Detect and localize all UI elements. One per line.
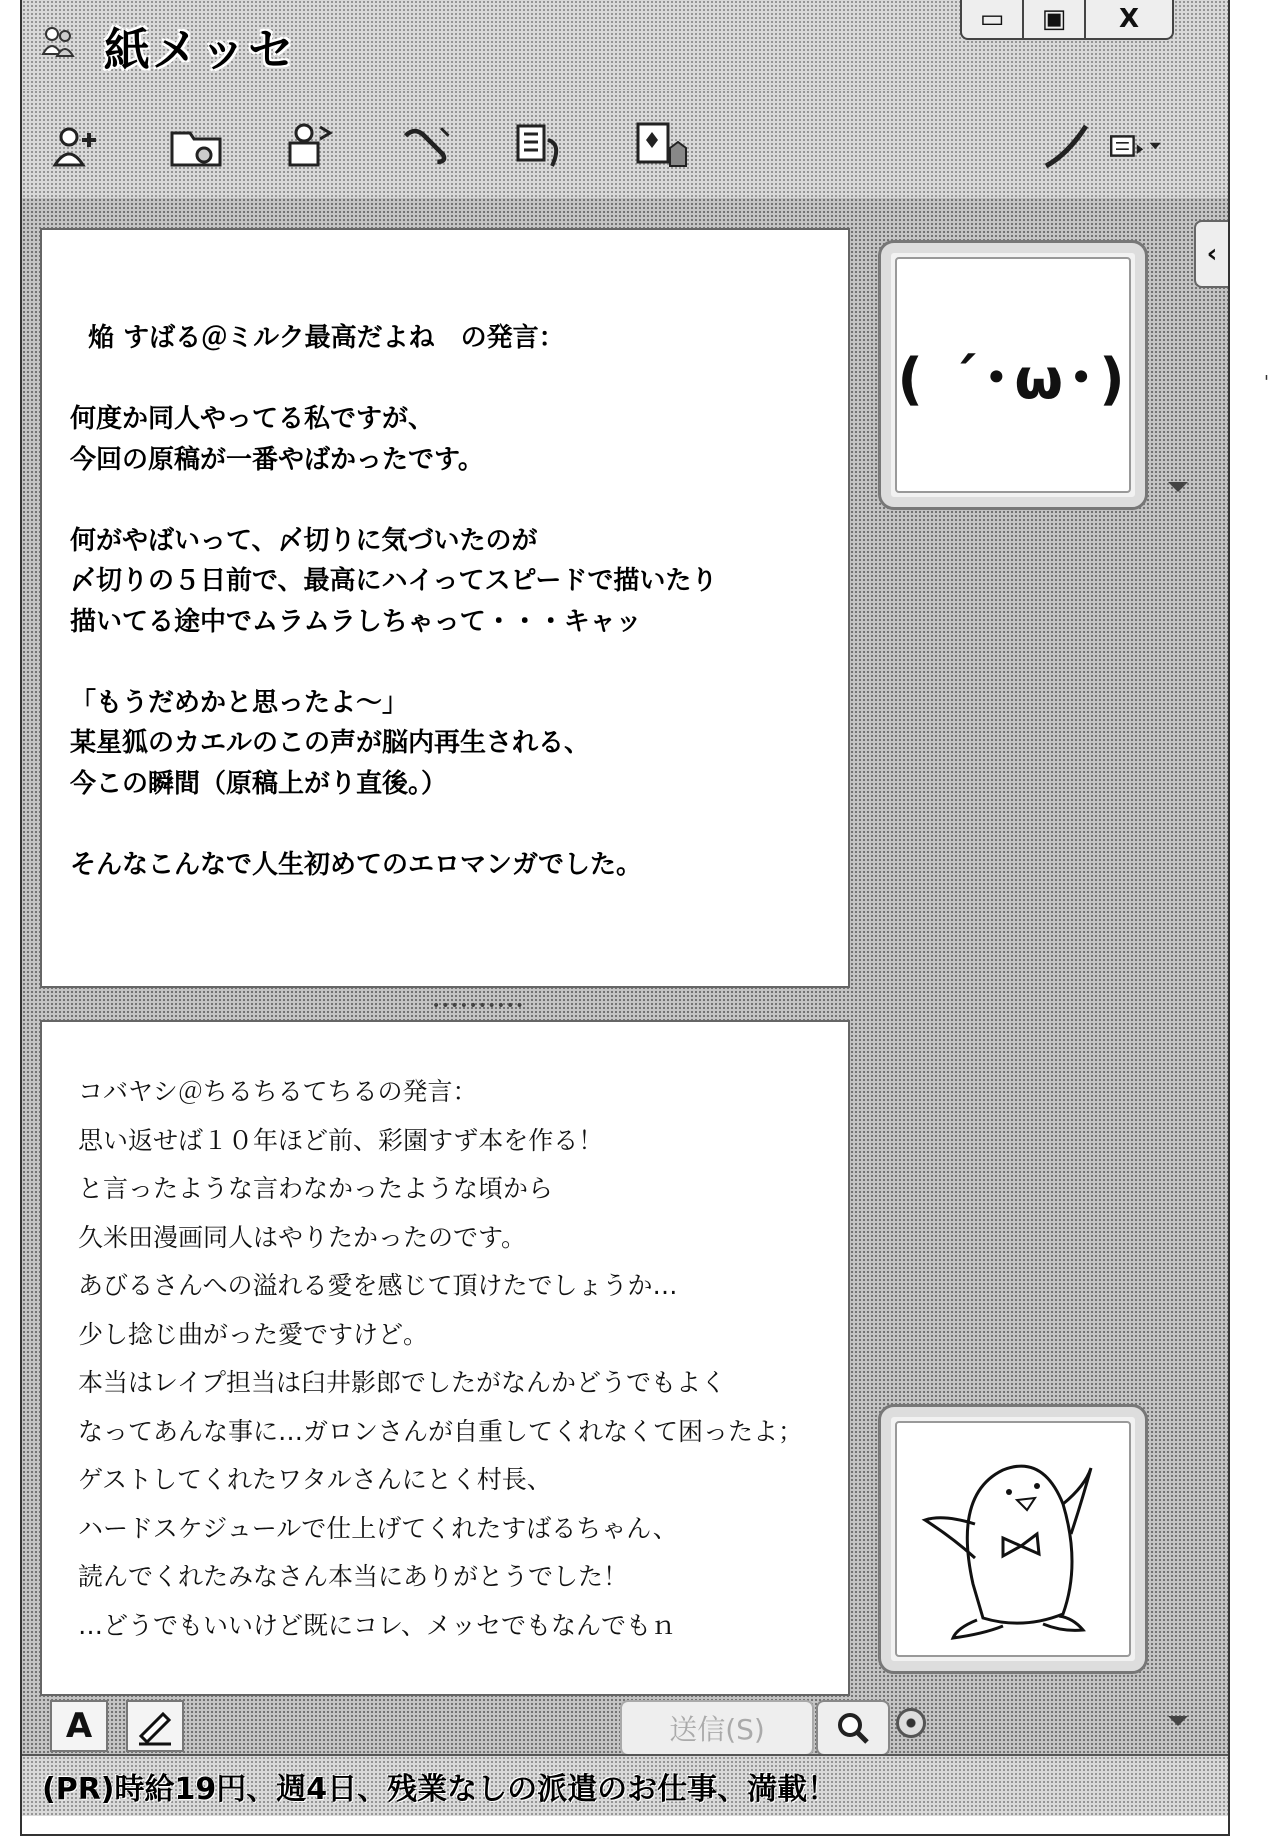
input-line: …どうでもいいけど既にコレ、メッセでもなんでもｎ (78, 1610, 677, 1640)
input-toolbar (40, 1696, 1228, 1756)
advertisement-bar[interactable] (22, 1754, 1228, 1816)
add-contact-icon[interactable] (48, 118, 104, 174)
chat-line: 今回の原稿が一番やばかったです。 (70, 444, 484, 475)
advertisement-text[interactable]: (PR)時給19円、週4日、残業なしの派遣のお仕事、満載！ (42, 1772, 838, 1807)
title-bar[interactable] (22, 0, 1228, 90)
chat-line (70, 359, 838, 400)
penguin-doodle-icon (913, 1434, 1113, 1644)
message-input[interactable] (40, 1020, 850, 1696)
menu-icon[interactable] (1108, 118, 1164, 174)
search-button[interactable] (816, 1700, 890, 1756)
self-display-picture[interactable] (878, 1404, 1148, 1674)
chat-line: 何度か同人やってる私ですが、 (70, 404, 435, 434)
self-picture-area (895, 1421, 1131, 1657)
input-line: なってあんな事に…ガロンさんが自重してくれなくて困ったよ； (78, 1416, 804, 1446)
video-call-icon[interactable] (280, 118, 336, 174)
conversation-area (22, 198, 1228, 1807)
toolbar (22, 90, 1228, 201)
input-line: ゲストしてくれたワタルさんにとく村長、 (78, 1465, 552, 1494)
contact-picture-area (895, 257, 1131, 493)
chat-line: そんなこんなで人生初めてのエロマンガでした。 (70, 849, 643, 880)
chat-line: 今この瞬間（原稿上がり直後。） (70, 768, 448, 799)
font-label: A (65, 1706, 93, 1746)
send-button[interactable]: 送信(S) (620, 1700, 814, 1756)
message-input-text (78, 1068, 842, 1650)
webcam-icon[interactable] (896, 1708, 926, 1738)
pen-icon[interactable] (1038, 118, 1094, 174)
games-icon[interactable] (632, 118, 688, 174)
input-line: あびるさんへの溢れる愛を感じて頂けたでしょうか… (78, 1271, 678, 1300)
maximize-icon: ▣ (1041, 4, 1067, 34)
chat-line: 「もうだめかと思ったよ～」 (70, 687, 409, 718)
contact-display-picture[interactable] (878, 240, 1148, 510)
chat-line: 焔 すばる＠ミルク最高だよね の発言： (70, 323, 565, 353)
handwriting-button[interactable] (126, 1700, 184, 1752)
chat-line (70, 804, 838, 845)
maximize-button[interactable] (1022, 0, 1086, 40)
chat-history-text (70, 318, 838, 885)
input-line: ハードスケジュールで仕上げてくれたすばるちゃん、 (78, 1513, 678, 1543)
input-line: 本当はレイプ担当は臼井影郎でしたがなんかどうでもよく (78, 1368, 727, 1397)
messenger-window (20, 0, 1230, 1836)
close-icon: X (1118, 4, 1140, 34)
voice-call-icon[interactable] (400, 118, 456, 174)
input-line: 思い返せば１０年ほど前、彩園すず本を作る！ (78, 1125, 604, 1155)
chat-line: 描いてる途中でムラムラしちゃって・・・キャッ (70, 606, 642, 637)
input-line: 少し捻じ曲がった愛ですけど。 (78, 1319, 429, 1349)
minimize-button[interactable] (960, 0, 1024, 40)
window-title: 紙メッセ (104, 23, 296, 77)
close-button[interactable] (1084, 0, 1174, 40)
search-icon (833, 1708, 873, 1748)
font-button[interactable] (50, 1700, 108, 1752)
pencil-icon (135, 1706, 175, 1746)
minimize-icon: ▭ (979, 4, 1005, 34)
activities-icon[interactable] (512, 118, 568, 174)
chevron-down-icon[interactable] (1168, 482, 1188, 492)
chat-history[interactable] (40, 228, 850, 988)
chat-line (70, 642, 838, 683)
chat-line: 某星狐のカエルのこの声が脳内再生される、 (70, 728, 591, 758)
chat-line: 何がやばいって、〆切りに気づいたのが (70, 525, 538, 556)
input-line: コバヤシ＠ちるちるてちるの発言： (78, 1077, 478, 1106)
input-line: と言ったような言わなかったような頃から (78, 1174, 554, 1203)
chat-line (70, 480, 838, 521)
share-folder-icon[interactable] (168, 118, 224, 174)
contact-emoticon: ( ´･ω･) (897, 347, 1129, 412)
collapse-sidebar-icon[interactable]: ‹ (1194, 220, 1228, 288)
pane-splitter[interactable]: •••••••••• (432, 998, 525, 1014)
input-line: 久米田漫画同人はやりたかったのです。 (78, 1222, 527, 1252)
chat-line: 〆切りの５日前で、最高にハイってスピードで描いたり (70, 566, 718, 596)
messenger-buddy-icon (40, 24, 76, 60)
input-line: 読んでくれたみなさん本当にありがとうでした！ (78, 1562, 629, 1591)
margin-mark: ' (1264, 372, 1269, 393)
